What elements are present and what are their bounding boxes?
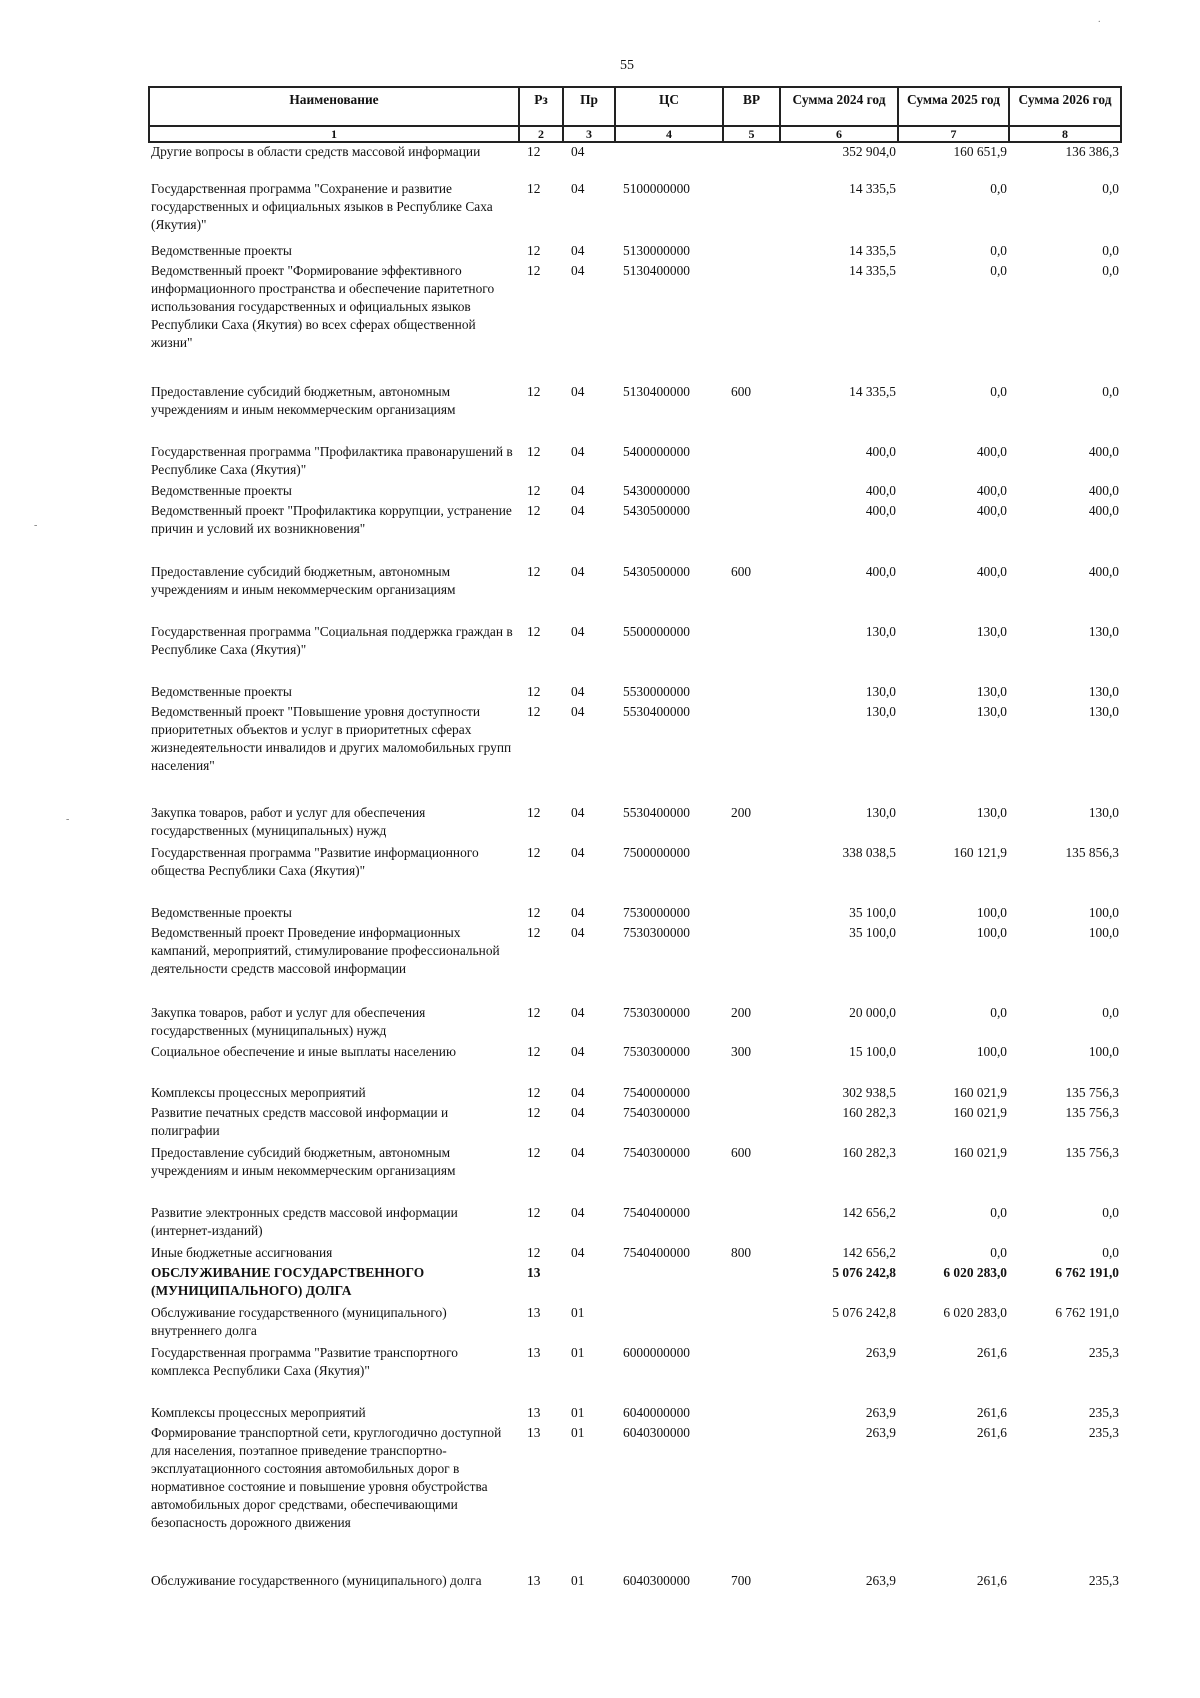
row-rz: 12	[527, 845, 541, 860]
row-pr: 01	[571, 1405, 585, 1420]
row-sum-2025: 100,0	[976, 905, 1007, 920]
row-sum-2025: 130,0	[976, 624, 1007, 639]
row-sum-2026: 0,0	[1102, 243, 1119, 258]
row-sum-2026: 130,0	[1088, 704, 1119, 719]
row-vr: 200	[731, 1005, 752, 1020]
row-sum-2024: 15 100,0	[849, 1044, 896, 1059]
row-cs	[615, 1304, 723, 1344]
table-row	[149, 262, 1121, 383]
row-sum-2026: 0,0	[1102, 181, 1119, 196]
row-vr	[723, 1084, 780, 1104]
column-header-sum-2025: Сумма 2025 год	[898, 87, 1009, 126]
row-sum-2025: 400,0	[976, 564, 1007, 579]
column-index: 4	[615, 126, 723, 142]
row-pr: 04	[571, 1044, 585, 1059]
column-index: 6	[780, 126, 898, 142]
row-name: Предоставление субсидий бюджетным, автономным учреждениям и иным некоммерческим организациям	[151, 384, 456, 417]
row-name: Ведомственные проекты	[151, 483, 292, 498]
table-row	[149, 1004, 1121, 1043]
row-sum-2024: 142 656,2	[842, 1205, 896, 1220]
row-sum-2026: 135 856,3	[1065, 845, 1119, 860]
row-sum-2024: 160 282,3	[842, 1145, 896, 1160]
row-sum-2024: 14 335,5	[849, 263, 896, 278]
row-sum-2026: 235,3	[1088, 1573, 1119, 1588]
row-sum-2026: 135 756,3	[1065, 1105, 1119, 1120]
table-row	[149, 1043, 1121, 1084]
row-pr: 04	[571, 483, 585, 498]
row-sum-2025: 6 020 283,0	[943, 1305, 1007, 1320]
table-body	[149, 142, 1121, 1612]
table-row	[149, 844, 1121, 904]
table-row	[149, 383, 1121, 443]
row-sum-2025: 0,0	[990, 1005, 1007, 1020]
row-vr: 600	[731, 564, 752, 579]
column-header-cs: ЦС	[615, 87, 723, 126]
row-rz: 12	[527, 483, 541, 498]
row-pr: 01	[571, 1425, 585, 1440]
row-sum-2026: 235,3	[1088, 1345, 1119, 1360]
row-sum-2026: 235,3	[1088, 1425, 1119, 1440]
column-header-sum-2026: Сумма 2026 год	[1009, 87, 1121, 126]
row-name: Формирование транспортной сети, круглогодично доступной для населения, поэтапное приведение транспортно-эксплуатационного состояния автомобильных дорог в нормативное состояние и повышение уровня обустройства автомобильных дорог средствами, обеспечивающими безопасность дорожного движения	[151, 1425, 502, 1530]
row-pr: 04	[571, 444, 585, 459]
row-sum-2024: 263,9	[865, 1573, 896, 1588]
row-vr	[723, 482, 780, 502]
row-sum-2024: 160 282,3	[842, 1105, 896, 1120]
scan-mark: .	[1098, 14, 1101, 25]
row-pr: 04	[571, 1205, 585, 1220]
row-sum-2026: 135 756,3	[1065, 1085, 1119, 1100]
row-cs: 6040300000	[623, 1425, 690, 1440]
row-sum-2025: 160 121,9	[953, 845, 1007, 860]
scan-mark: -	[66, 814, 70, 825]
row-sum-2025: 0,0	[990, 1245, 1007, 1260]
row-rz: 12	[527, 925, 541, 940]
row-sum-2025: 130,0	[976, 684, 1007, 699]
row-pr: 01	[571, 1573, 585, 1588]
column-index: 2	[519, 126, 563, 142]
row-name: Иные бюджетные ассигнования	[151, 1245, 333, 1260]
row-cs	[615, 1264, 723, 1304]
row-cs: 7530000000	[623, 905, 690, 920]
row-pr: 04	[571, 384, 585, 399]
row-cs: 6000000000	[623, 1345, 690, 1360]
row-sum-2024: 400,0	[865, 503, 896, 518]
row-sum-2025: 160 021,9	[953, 1085, 1007, 1100]
row-name: Комплексы процессных мероприятий	[151, 1085, 366, 1100]
row-name: Предоставление субсидий бюджетным, автономным учреждениям и иным некоммерческим организациям	[151, 1145, 456, 1178]
table-row	[149, 804, 1121, 844]
row-sum-2025: 261,6	[976, 1345, 1007, 1360]
row-name: Ведомственные проекты	[151, 243, 292, 258]
row-cs: 5430500000	[623, 564, 690, 579]
row-cs: 5130400000	[623, 384, 690, 399]
row-sum-2026: 400,0	[1088, 444, 1119, 459]
row-rz: 12	[527, 1044, 541, 1059]
row-name: Ведомственный проект "Профилактика коррупции, устранение причин и условий их возникновения"	[151, 503, 512, 536]
row-cs: 7540000000	[623, 1085, 690, 1100]
row-cs: 5430000000	[623, 483, 690, 498]
row-cs: 7530300000	[623, 925, 690, 940]
row-sum-2025: 261,6	[976, 1573, 1007, 1588]
row-name: Государственная программа "Социальная поддержка граждан в Республике Саха (Якутия)"	[151, 624, 513, 657]
row-vr: 600	[731, 384, 752, 399]
row-rz: 13	[527, 1425, 541, 1440]
row-cs: 5100000000	[623, 181, 690, 196]
row-sum-2024: 352 904,0	[842, 144, 896, 159]
row-vr	[723, 502, 780, 563]
row-rz: 12	[527, 1245, 541, 1260]
row-vr	[723, 1264, 780, 1304]
row-pr: 04	[571, 263, 585, 278]
row-pr: 01	[571, 1345, 585, 1360]
row-name: Ведомственные проекты	[151, 684, 292, 699]
row-sum-2025: 400,0	[976, 483, 1007, 498]
row-name: Развитие электронных средств массовой информации (интернет-изданий)	[151, 1205, 458, 1238]
column-header-sum-2024: Сумма 2024 год	[780, 87, 898, 126]
row-pr: 04	[571, 905, 585, 920]
row-name: Ведомственный проект "Формирование эффективного информационного пространства и обеспечение паритетного использования государственных и официальных языков Республики Саха (Якутия) во всех сферах общественной жизни"	[151, 263, 495, 350]
table-row	[149, 683, 1121, 703]
row-rz: 12	[527, 564, 541, 579]
row-sum-2024: 35 100,0	[849, 905, 896, 920]
row-pr: 04	[571, 925, 585, 940]
row-sum-2025: 100,0	[976, 925, 1007, 940]
row-rz: 13	[527, 1405, 541, 1420]
row-cs: 7540300000	[623, 1145, 690, 1160]
row-sum-2025: 100,0	[976, 1044, 1007, 1059]
row-vr	[723, 1304, 780, 1344]
row-name: Обслуживание государственного (муниципального) внутреннего долга	[151, 1305, 447, 1338]
table-row	[149, 502, 1121, 563]
row-name: Другие вопросы в области средств массовой информации	[151, 144, 481, 159]
row-pr	[563, 1264, 615, 1304]
row-pr: 04	[571, 624, 585, 639]
row-sum-2026: 0,0	[1102, 1245, 1119, 1260]
row-vr	[723, 924, 780, 1004]
row-cs: 5530000000	[623, 684, 690, 699]
row-cs: 7530300000	[623, 1005, 690, 1020]
row-vr	[723, 1204, 780, 1244]
row-pr: 04	[571, 181, 585, 196]
row-cs: 7500000000	[623, 845, 690, 860]
row-rz: 12	[527, 684, 541, 699]
row-cs: 6040300000	[623, 1573, 690, 1588]
column-header-pr: Пр	[563, 87, 615, 126]
table-row	[149, 1244, 1121, 1264]
row-name: Предоставление субсидий бюджетным, автономным учреждениям и иным некоммерческим организациям	[151, 564, 456, 597]
row-sum-2024: 130,0	[865, 624, 896, 639]
row-cs: 5130400000	[623, 263, 690, 278]
row-rz: 12	[527, 384, 541, 399]
table-row	[149, 1344, 1121, 1404]
row-sum-2025: 400,0	[976, 444, 1007, 459]
row-sum-2024: 263,9	[865, 1405, 896, 1420]
table-row	[149, 904, 1121, 924]
row-sum-2024: 130,0	[865, 805, 896, 820]
row-vr	[723, 180, 780, 242]
row-pr: 04	[571, 1245, 585, 1260]
table-row	[149, 482, 1121, 502]
row-sum-2024: 14 335,5	[849, 243, 896, 258]
row-vr	[723, 242, 780, 262]
row-sum-2026: 400,0	[1088, 564, 1119, 579]
table-row	[149, 1264, 1121, 1304]
row-vr: 600	[731, 1145, 752, 1160]
row-sum-2026: 0,0	[1102, 1205, 1119, 1220]
row-pr: 04	[571, 704, 585, 719]
row-pr: 04	[571, 845, 585, 860]
row-pr: 04	[571, 503, 585, 518]
row-sum-2026: 6 762 191,0	[1055, 1265, 1119, 1280]
row-pr: 04	[571, 1145, 585, 1160]
table-row	[149, 563, 1121, 623]
row-cs: 5400000000	[623, 444, 690, 459]
row-sum-2025: 160 021,9	[953, 1105, 1007, 1120]
table-row	[149, 443, 1121, 482]
row-vr: 800	[731, 1245, 752, 1260]
column-header-name: Наименование	[149, 87, 519, 126]
row-cs: 7540400000	[623, 1245, 690, 1260]
row-rz: 12	[527, 624, 541, 639]
row-sum-2026: 235,3	[1088, 1405, 1119, 1420]
row-sum-2024: 14 335,5	[849, 384, 896, 399]
row-vr: 700	[731, 1573, 752, 1588]
row-name: Комплексы процессных мероприятий	[151, 1405, 366, 1420]
row-rz: 12	[527, 905, 541, 920]
row-vr	[723, 1404, 780, 1424]
row-cs: 7540300000	[623, 1105, 690, 1120]
row-sum-2026: 100,0	[1088, 905, 1119, 920]
row-pr: 04	[571, 1005, 585, 1020]
table-row	[149, 623, 1121, 683]
row-sum-2025: 160 021,9	[953, 1145, 1007, 1160]
row-sum-2025: 0,0	[990, 384, 1007, 399]
row-sum-2025: 130,0	[976, 704, 1007, 719]
row-pr: 04	[571, 805, 585, 820]
table-row	[149, 142, 1121, 180]
table-row	[149, 180, 1121, 242]
row-vr: 200	[731, 805, 752, 820]
row-rz: 13	[527, 1305, 541, 1320]
row-cs: 5500000000	[623, 624, 690, 639]
row-sum-2026: 0,0	[1102, 1005, 1119, 1020]
row-sum-2024: 142 656,2	[842, 1245, 896, 1260]
row-sum-2026: 130,0	[1088, 684, 1119, 699]
row-sum-2025: 261,6	[976, 1405, 1007, 1420]
row-rz: 12	[527, 1145, 541, 1160]
row-sum-2024: 338 038,5	[842, 845, 896, 860]
column-index: 3	[563, 126, 615, 142]
row-sum-2025: 130,0	[976, 805, 1007, 820]
row-cs: 7540400000	[623, 1205, 690, 1220]
row-vr	[723, 262, 780, 383]
row-rz: 13	[527, 1573, 541, 1588]
table-row	[149, 242, 1121, 262]
row-sum-2024: 35 100,0	[849, 925, 896, 940]
row-name: Обслуживание государственного (муниципального) долга	[151, 1573, 482, 1588]
row-name: Ведомственный проект "Повышение уровня доступности приоритетных объектов и услуг в приоритетных сферах жизнедеятельности инвалидов и других маломобильных групп населения"	[151, 704, 512, 773]
row-sum-2025: 0,0	[990, 263, 1007, 278]
row-rz: 13	[527, 1265, 541, 1280]
row-vr	[723, 904, 780, 924]
row-sum-2024: 5 076 242,8	[832, 1305, 896, 1320]
row-cs: 5430500000	[623, 503, 690, 518]
row-pr: 04	[571, 243, 585, 258]
row-rz: 12	[527, 263, 541, 278]
row-sum-2024: 130,0	[865, 704, 896, 719]
row-rz: 12	[527, 503, 541, 518]
row-vr	[723, 683, 780, 703]
row-sum-2025: 0,0	[990, 181, 1007, 196]
row-rz: 12	[527, 243, 541, 258]
column-index: 8	[1009, 126, 1121, 142]
table-row	[149, 703, 1121, 804]
table-row	[149, 1204, 1121, 1244]
table-row	[149, 1572, 1121, 1612]
row-rz: 13	[527, 1345, 541, 1360]
row-sum-2026: 400,0	[1088, 483, 1119, 498]
column-index: 5	[723, 126, 780, 142]
row-cs: 6040000000	[623, 1405, 690, 1420]
row-sum-2024: 263,9	[865, 1425, 896, 1440]
row-name: Закупка товаров, работ и услуг для обеспечения государственных (муниципальных) нужд	[151, 1005, 426, 1038]
table-row	[149, 924, 1121, 1004]
row-cs	[615, 142, 723, 180]
row-vr	[723, 142, 780, 180]
row-sum-2026: 6 762 191,0	[1055, 1305, 1119, 1320]
row-sum-2025: 160 651,9	[953, 144, 1007, 159]
row-name: Государственная программа "Сохранение и развитие государственных и официальных языков в Республике Саха (Якутия)"	[151, 181, 493, 232]
row-pr: 04	[571, 1105, 585, 1120]
row-sum-2026: 0,0	[1102, 263, 1119, 278]
column-index: 7	[898, 126, 1009, 142]
table-row	[149, 1404, 1121, 1424]
row-sum-2024: 302 938,5	[842, 1085, 896, 1100]
row-rz: 12	[527, 1005, 541, 1020]
row-name: Социальное обеспечение и иные выплаты населению	[151, 1044, 456, 1059]
row-cs: 7530300000	[623, 1044, 690, 1059]
row-sum-2025: 400,0	[976, 503, 1007, 518]
row-sum-2026: 136 386,3	[1065, 144, 1119, 159]
row-vr: 300	[731, 1044, 752, 1059]
row-sum-2026: 135 756,3	[1065, 1145, 1119, 1160]
row-cs: 5530400000	[623, 704, 690, 719]
row-name: Государственная программа "Развитие информационного общества Республики Саха (Якутия)"	[151, 845, 479, 878]
column-index: 1	[149, 126, 519, 142]
row-sum-2024: 400,0	[865, 444, 896, 459]
row-name: Закупка товаров, работ и услуг для обеспечения государственных (муниципальных) нужд	[151, 805, 426, 838]
budget-table	[148, 86, 1122, 1612]
row-sum-2024: 400,0	[865, 483, 896, 498]
row-sum-2025: 0,0	[990, 1205, 1007, 1220]
table-row	[149, 1084, 1121, 1104]
row-name: Ведомственные проекты	[151, 905, 292, 920]
row-rz: 12	[527, 704, 541, 719]
row-rz: 12	[527, 444, 541, 459]
page-number: 55	[620, 58, 634, 73]
row-name: Государственная программа "Профилактика правонарушений в Республике Саха (Якутия)"	[151, 444, 513, 477]
row-pr: 04	[571, 684, 585, 699]
table-row	[149, 1144, 1121, 1204]
row-rz: 12	[527, 181, 541, 196]
row-rz: 12	[527, 805, 541, 820]
row-cs: 5130000000	[623, 243, 690, 258]
row-sum-2025: 0,0	[990, 243, 1007, 258]
row-rz: 12	[527, 144, 541, 159]
table-row	[149, 1104, 1121, 1144]
row-vr	[723, 1344, 780, 1404]
row-sum-2025: 261,6	[976, 1425, 1007, 1440]
row-sum-2026: 130,0	[1088, 805, 1119, 820]
row-vr	[723, 1424, 780, 1572]
row-sum-2024: 130,0	[865, 684, 896, 699]
row-sum-2025: 6 020 283,0	[943, 1265, 1007, 1280]
row-sum-2026: 130,0	[1088, 624, 1119, 639]
row-pr: 04	[571, 1085, 585, 1100]
row-rz: 12	[527, 1105, 541, 1120]
row-sum-2026: 100,0	[1088, 925, 1119, 940]
row-sum-2024: 400,0	[865, 564, 896, 579]
row-sum-2024: 5 076 242,8	[832, 1265, 896, 1280]
row-name: ОБСЛУЖИВАНИЕ ГОСУДАРСТВЕННОГО (МУНИЦИПАЛЬНОГО) ДОЛГА	[151, 1265, 425, 1298]
row-vr	[723, 623, 780, 683]
row-vr	[723, 1104, 780, 1144]
row-sum-2024: 20 000,0	[849, 1005, 896, 1020]
row-vr	[723, 703, 780, 804]
row-name: Ведомственный проект Проведение информационных кампаний, мероприятий, стимулирование профессиональной деятельности средств массовой информации	[151, 925, 500, 976]
row-sum-2026: 0,0	[1102, 384, 1119, 399]
row-pr: 01	[571, 1305, 585, 1320]
row-sum-2024: 14 335,5	[849, 181, 896, 196]
scan-mark: -	[34, 520, 38, 531]
row-cs: 5530400000	[623, 805, 690, 820]
column-header-vr: ВР	[723, 87, 780, 126]
row-vr	[723, 443, 780, 482]
row-sum-2026: 100,0	[1088, 1044, 1119, 1059]
row-name: Развитие печатных средств массовой информации и полиграфии	[151, 1105, 449, 1138]
row-sum-2024: 263,9	[865, 1345, 896, 1360]
row-name: Государственная программа "Развитие транспортного комплекса Республики Саха (Якутия)"	[151, 1345, 458, 1378]
row-rz: 12	[527, 1205, 541, 1220]
row-sum-2026: 400,0	[1088, 503, 1119, 518]
table-row	[149, 1424, 1121, 1572]
row-vr	[723, 844, 780, 904]
row-rz: 12	[527, 1085, 541, 1100]
row-pr: 04	[571, 564, 585, 579]
column-header-rz: Рз	[519, 87, 563, 126]
table-row	[149, 1304, 1121, 1344]
row-pr: 04	[571, 144, 585, 159]
